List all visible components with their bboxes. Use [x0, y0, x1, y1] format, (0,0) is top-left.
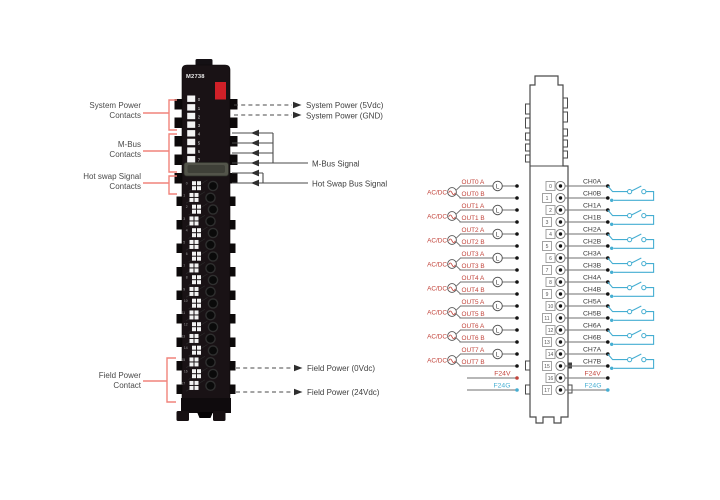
terminal-number: 8 [549, 280, 552, 286]
junction-dot [610, 367, 613, 370]
channel-label: CH0B [583, 190, 602, 198]
terminal-row-number: 1 [183, 193, 186, 198]
junction-dot [606, 340, 610, 344]
terminal-row-number: 17 [181, 381, 186, 386]
terminal-marker [190, 287, 194, 291]
terminal-marker [197, 186, 201, 190]
channel-label: CH5B [583, 310, 602, 318]
load-label: L [495, 303, 500, 311]
terminal-marker [190, 292, 194, 296]
terminal-marker [195, 339, 199, 343]
terminal-screw-dot [559, 376, 562, 379]
led-number: 0 [197, 97, 201, 103]
switch-contact-icon [628, 214, 632, 218]
channel-label: CH0A [583, 178, 602, 186]
callout-label: Field Power [98, 371, 141, 380]
terminal-screw-hole [209, 370, 217, 378]
out-label: OUT6 B [461, 335, 485, 342]
terminal-marker [197, 299, 201, 303]
junction-dot [515, 388, 519, 392]
signal-label: Hot Swap Bus Signal [312, 179, 388, 189]
junction-dot [515, 364, 519, 368]
junction-dot [610, 223, 613, 226]
module-base-notch [197, 412, 213, 418]
terminal-row-number: 2 [185, 205, 188, 209]
terminal-screw-dot [559, 292, 562, 295]
led-indicator [187, 147, 195, 153]
terminal-marker [190, 362, 194, 366]
terminal-marker [197, 210, 201, 214]
terminal-marker [197, 252, 201, 256]
led-number: 5 [197, 140, 201, 146]
terminal-marker [192, 233, 196, 237]
junction-dot [606, 268, 610, 272]
field-supply-label: F24V [494, 370, 511, 378]
terminal-marker [195, 198, 199, 202]
terminal-number: 1 [545, 196, 549, 202]
switch-contact-icon [628, 262, 632, 266]
terminal-screw-dot [559, 184, 562, 187]
callout-label: M-Bus [117, 140, 141, 149]
channel-label: CH7A [583, 346, 602, 354]
junction-dot [515, 376, 519, 380]
source-label: AC/DC [427, 285, 447, 293]
out-label: OUT1 A [461, 203, 485, 210]
load-label: L [495, 183, 500, 191]
terminal-marker [195, 216, 199, 220]
terminal-marker [197, 257, 201, 261]
junction-dot [610, 343, 613, 346]
terminal-number: 7 [545, 268, 549, 274]
terminal-screw-dot [559, 208, 562, 211]
out-label: OUT7 B [461, 359, 485, 366]
terminal-marker [190, 193, 194, 197]
terminal-marker [190, 334, 194, 338]
module-foot-left [177, 411, 190, 421]
terminal-screw-hole [207, 217, 215, 225]
junction-dot [515, 280, 519, 284]
junction-dot [515, 328, 519, 332]
terminal-screw-dot [559, 304, 562, 307]
module-foot-right [213, 411, 226, 421]
terminal-marker [192, 181, 196, 185]
terminal-screw-dot [559, 244, 562, 247]
channel-label: CH7B [583, 358, 602, 366]
terminal-marker [195, 310, 199, 314]
switch-contact-icon [642, 238, 646, 242]
terminal-marker [192, 280, 196, 284]
terminal-number: 17 [544, 388, 550, 394]
channel-label: CH1B [583, 214, 602, 222]
terminal-screw-hole [209, 253, 217, 261]
terminal-number: 15 [544, 364, 550, 370]
out-label: OUT3 A [461, 251, 485, 258]
terminal-screw-dot [559, 268, 562, 271]
terminal-marker [195, 268, 199, 272]
switch-contact-icon [628, 238, 632, 242]
terminal-screw-hole [209, 323, 217, 331]
channel-label: CH3A [583, 250, 602, 258]
terminal-row-number: 7 [183, 263, 186, 268]
terminal-screw-dot [559, 196, 562, 199]
terminal-number: 4 [549, 232, 552, 238]
terminal-marker [190, 381, 194, 385]
out-label: OUT7 A [461, 347, 485, 354]
terminal-marker [192, 351, 196, 355]
terminal-marker [192, 210, 196, 214]
junction-dot [610, 271, 613, 274]
junction-dot [515, 268, 519, 272]
terminal-marker [195, 240, 199, 244]
terminal-number: 0 [549, 184, 552, 190]
terminal-marker [190, 339, 194, 343]
terminal-row-number: 5 [183, 240, 186, 245]
junction-dot [515, 184, 519, 188]
channel-label: CH6B [583, 334, 602, 342]
callout-label: Contacts [109, 182, 141, 191]
switch-contact-icon [642, 214, 646, 218]
terminal-marker [192, 257, 196, 261]
out-label: OUT4 A [461, 275, 485, 282]
channel-label: CH2B [583, 238, 602, 246]
junction-dot [606, 364, 610, 368]
terminal-screw-dot [559, 280, 562, 283]
switch-contact-icon [628, 310, 632, 314]
terminal-marker [190, 198, 194, 202]
source-label: AC/DC [427, 213, 447, 221]
terminal-screw-dot [559, 220, 562, 223]
terminal-screw-dot [559, 316, 562, 319]
terminal-row-number: 15 [181, 357, 186, 362]
terminal-screw-dot [559, 232, 562, 235]
led-indicator [187, 156, 195, 162]
terminal-marker [190, 310, 194, 314]
switch-contact-icon [642, 310, 646, 314]
source-label: AC/DC [427, 237, 447, 245]
terminal-marker [192, 304, 196, 308]
terminal-marker [192, 228, 196, 232]
module-status-led [215, 82, 226, 100]
terminal-marker [197, 280, 201, 284]
terminal-marker [192, 299, 196, 303]
signal-label: System Power (GND) [306, 111, 383, 121]
channel-label: CH2A [583, 226, 602, 234]
load-label: L [495, 351, 500, 359]
terminal-marker [197, 181, 201, 185]
terminal-row-number: 0 [185, 181, 188, 186]
junction-dot [606, 196, 610, 200]
terminal-screw-hole [209, 347, 217, 355]
switch-contact-icon [642, 358, 646, 362]
io-module-illustration [175, 59, 238, 421]
terminal-screw-hole [207, 288, 215, 296]
terminal-screw-dot [559, 352, 562, 355]
load-label: L [495, 327, 500, 335]
led-indicator [187, 113, 195, 119]
junction-dot [606, 244, 610, 248]
terminal-row-number: 14 [183, 346, 188, 350]
terminal-row-number: 3 [183, 216, 186, 221]
led-indicator [187, 104, 195, 110]
channel-label: CH4B [583, 286, 602, 294]
terminal-row-number: 12 [183, 322, 188, 327]
out-label: OUT6 A [461, 323, 485, 330]
terminal-marker [195, 315, 199, 319]
terminal-marker [192, 346, 196, 350]
terminal-marker [195, 245, 199, 249]
terminal-marker [192, 252, 196, 256]
terminal-marker [190, 357, 194, 361]
out-label: OUT2 A [461, 227, 485, 234]
terminal-screw-dot [559, 340, 562, 343]
terminal-number: 12 [547, 328, 554, 334]
terminal-screw-hole [209, 276, 217, 284]
terminal-marker [190, 315, 194, 319]
junction-dot [515, 304, 519, 308]
callout-label: Contact [113, 381, 141, 390]
terminal-marker [195, 334, 199, 338]
terminal-number: 11 [544, 316, 550, 322]
terminal-screw-dot [559, 256, 562, 259]
terminal-marker [197, 369, 201, 373]
terminal-number: 6 [549, 256, 552, 262]
junction-dot [606, 376, 610, 380]
terminal-marker [190, 245, 194, 249]
terminal-marker [197, 233, 201, 237]
led-indicator [187, 96, 195, 102]
load-label: L [495, 255, 500, 263]
terminal-marker [195, 193, 199, 197]
terminal-number: 9 [545, 292, 549, 298]
switch-contact-icon [628, 190, 632, 194]
signal-label: M-Bus Signal [312, 159, 360, 169]
junction-dot [515, 256, 519, 260]
terminal-screw-hole [207, 358, 215, 366]
terminal-marker [192, 275, 196, 279]
junction-dot [606, 316, 610, 320]
terminal-screw-hole [209, 182, 217, 190]
hot-swap-band-inner [188, 165, 226, 173]
terminal-screw-hole [207, 335, 215, 343]
terminal-row-number: 4 [185, 228, 188, 233]
switch-contact-icon [628, 286, 632, 290]
switch-contact-icon [642, 286, 646, 290]
channel-label: CH6A [583, 322, 602, 330]
channel-label: CH4A [583, 274, 602, 282]
module-base [181, 398, 231, 413]
terminal-screw-hole [207, 382, 215, 390]
junction-dot [606, 388, 610, 392]
terminal-screw-hole [207, 264, 215, 272]
led-number: 1 [197, 105, 201, 111]
terminal-row-number: 10 [183, 299, 188, 303]
terminal-row-number: 13 [181, 334, 186, 339]
terminal-row-number: 16 [183, 369, 188, 374]
terminal-marker [192, 322, 196, 326]
terminal-number: 14 [547, 352, 554, 358]
terminal-marker [195, 362, 199, 366]
callout-label: Contacts [109, 111, 141, 120]
out-label: OUT0 A [461, 179, 485, 186]
terminal-marker [197, 228, 201, 232]
switch-contact-icon [628, 358, 632, 362]
source-label: AC/DC [427, 357, 447, 365]
channel-label: CH1A [583, 202, 602, 210]
terminal-screw-dot [559, 364, 562, 367]
terminal-screw-hole [207, 194, 215, 202]
load-label: L [495, 231, 500, 239]
terminal-marker [197, 346, 201, 350]
out-label: OUT3 B [461, 263, 485, 270]
callout-label: System Power [89, 101, 141, 110]
terminal-screw-hole [207, 311, 215, 319]
load-label: L [495, 207, 500, 215]
junction-dot [515, 352, 519, 356]
terminal-marker [190, 386, 194, 390]
terminal-marker [195, 221, 199, 225]
terminal-marker [197, 205, 201, 209]
terminal-number: 16 [547, 376, 554, 382]
junction-dot [515, 208, 519, 212]
out-label: OUT4 B [461, 287, 485, 294]
junction-dot [515, 340, 519, 344]
channel-label: CH5A [583, 298, 602, 306]
led-number: 2 [197, 114, 201, 120]
junction-dot [610, 199, 613, 202]
junction-dot [610, 319, 613, 322]
out-label: OUT5 A [461, 299, 485, 306]
terminal-screw-hole [209, 229, 217, 237]
terminal-marker [192, 369, 196, 373]
terminal-marker [192, 186, 196, 190]
switch-contact-icon [642, 262, 646, 266]
terminal-marker [192, 205, 196, 209]
callout-label: Contacts [109, 150, 141, 159]
terminal-number: 13 [544, 340, 550, 346]
terminal-row-number: 9 [183, 287, 186, 292]
terminal-marker [197, 351, 201, 355]
terminal-screw-dot [559, 328, 562, 331]
switch-contact-icon [628, 334, 632, 338]
terminal-marker [190, 268, 194, 272]
out-label: OUT2 B [461, 239, 485, 246]
terminal-marker [190, 240, 194, 244]
field-supply-label: F24G [493, 382, 511, 390]
source-label: AC/DC [427, 333, 447, 341]
junction-dot [515, 316, 519, 320]
terminal-screw-dot [559, 388, 562, 391]
terminal-marker [190, 216, 194, 220]
channel-label: CH3B [583, 262, 602, 270]
terminal-row-number: 8 [185, 275, 188, 280]
junction-dot [515, 292, 519, 296]
terminal-marker [195, 357, 199, 361]
out-label: OUT0 B [461, 191, 485, 198]
source-label: AC/DC [427, 261, 447, 269]
switch-contact-icon [642, 190, 646, 194]
terminal-screw-hole [209, 300, 217, 308]
terminal-marker [197, 275, 201, 279]
terminal-marker [195, 287, 199, 291]
out-label: OUT5 B [461, 311, 485, 318]
terminal-marker [197, 374, 201, 378]
led-number: 7 [197, 157, 201, 163]
terminal-marker [195, 292, 199, 296]
source-label: AC/DC [427, 189, 447, 197]
module-model-label: M2738 [186, 74, 205, 80]
terminal-marker [190, 221, 194, 225]
terminal-screw-hole [207, 241, 215, 249]
callout-label: Hot swap Signal [83, 172, 141, 181]
junction-dot [515, 244, 519, 248]
source-label: AC/DC [427, 309, 447, 317]
signal-label: Field Power (0Vdc) [307, 364, 376, 373]
junction-dot [606, 220, 610, 224]
terminal-number: 2 [549, 208, 552, 214]
junction-dot [606, 292, 610, 296]
terminal-row-number: 11 [181, 310, 186, 315]
terminal-marker [197, 304, 201, 308]
terminal-marker [192, 327, 196, 331]
out-label: OUT1 B [461, 215, 485, 222]
terminal-row-number: 6 [185, 252, 188, 256]
terminal-marker [195, 263, 199, 267]
led-number: 4 [197, 131, 201, 137]
terminal-marker [190, 263, 194, 267]
junction-dot [610, 247, 613, 250]
led-indicator [187, 139, 195, 145]
terminal-number: 5 [545, 244, 549, 250]
junction-dot [515, 196, 519, 200]
terminal-number: 10 [547, 304, 554, 310]
load-label: L [495, 279, 500, 287]
field-supply-label: F24G [584, 382, 602, 390]
led-number: 6 [197, 149, 201, 154]
switch-contact-icon [642, 334, 646, 338]
junction-dot [610, 295, 613, 298]
junction-dot [515, 232, 519, 236]
terminal-screw-hole [209, 206, 217, 214]
terminal-marker [192, 374, 196, 378]
terminal-marker [197, 327, 201, 331]
signal-label: Field Power (24Vdc) [307, 388, 380, 397]
led-indicator [187, 121, 195, 127]
junction-dot [515, 220, 519, 224]
terminal-number: 3 [545, 220, 549, 226]
signal-label: System Power (5Vdc) [306, 101, 384, 110]
terminal-marker [195, 386, 199, 390]
led-number: 3 [197, 123, 201, 129]
field-supply-label: F24V [584, 370, 601, 378]
terminal-marker [195, 381, 199, 385]
led-indicator [187, 130, 195, 136]
terminal-marker [197, 322, 201, 326]
